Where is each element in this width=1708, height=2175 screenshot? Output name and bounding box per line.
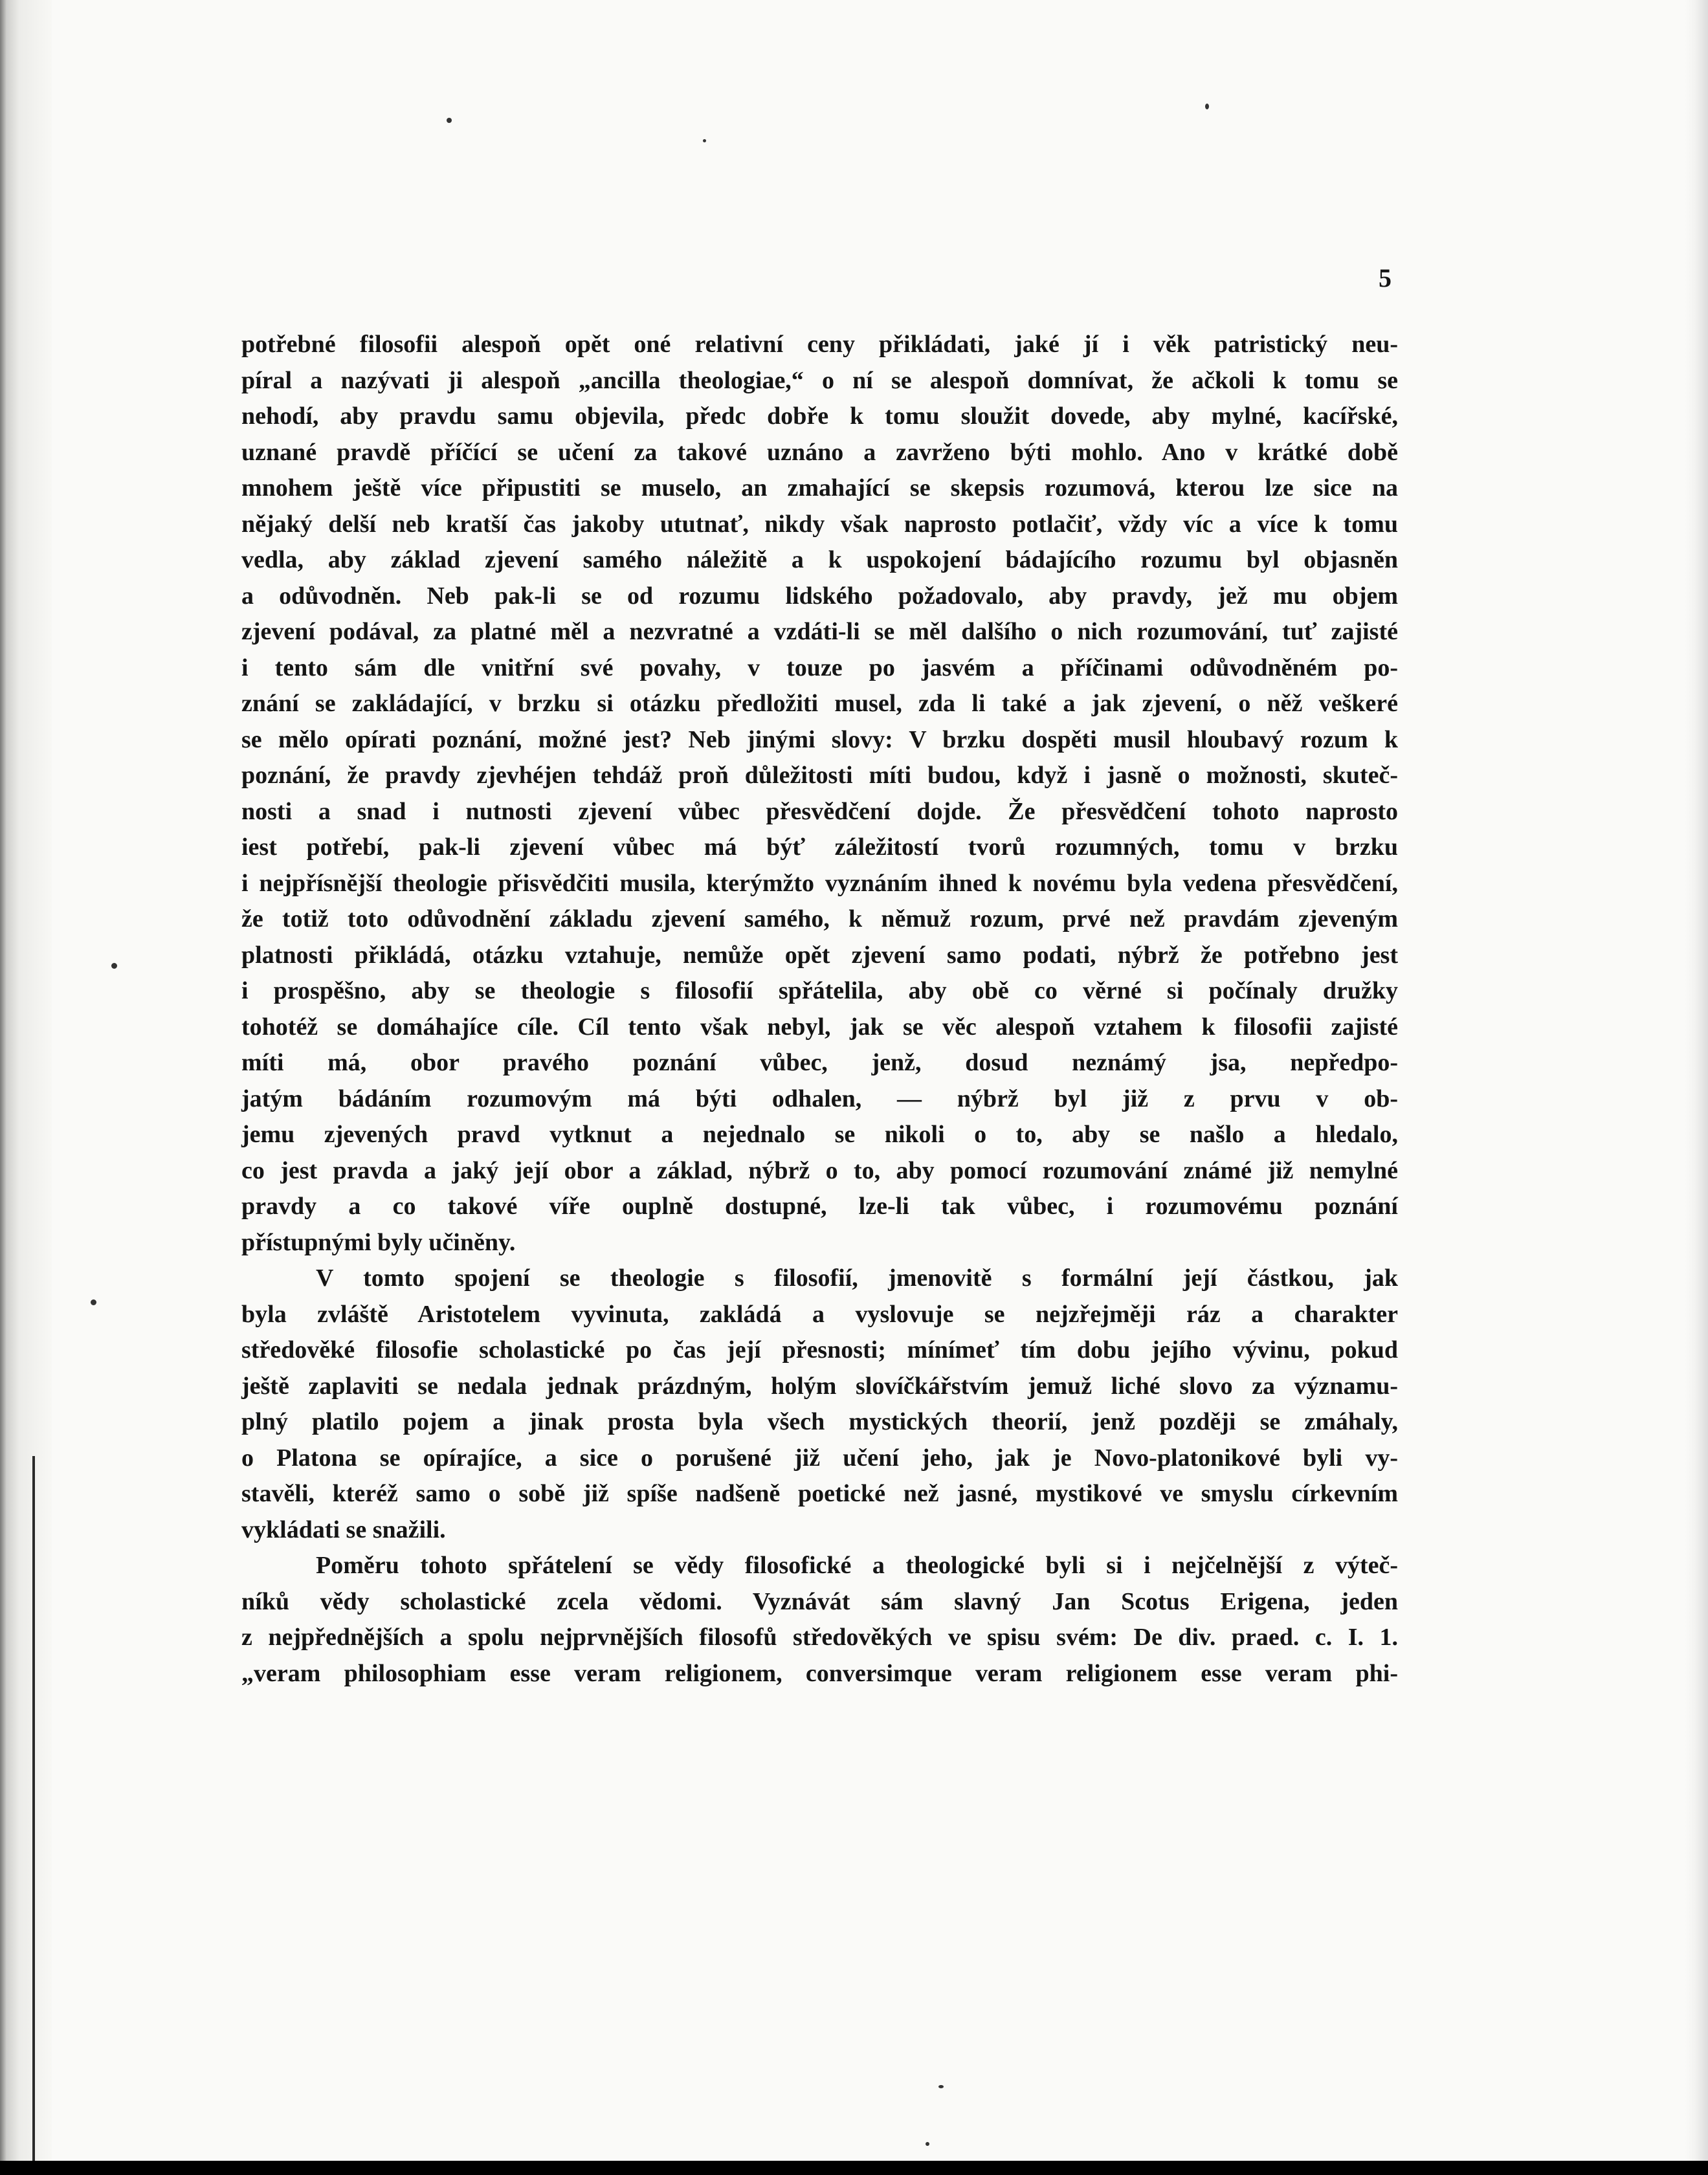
text-line: nějaký delší neb kratší čas jakoby ututnať, nikdy však naprosto potlačiť, vždy víc a více k tomu <box>241 510 1398 538</box>
text-line: nosti a snad i nutnosti zjevení vůbec přesvědčení dojde. Že přesvědčení tohoto naprosto <box>241 797 1398 825</box>
text-line: tohotéž se domáhajíce cíle. Cíl tento však nebyl, jak se věc alespoň vztahem k filosofii zajisté <box>241 1013 1398 1041</box>
scan-bottom-border <box>0 2161 1708 2175</box>
text-line: i tento sám dle vnitřní své povahy, v touze po jasvém a příčinami odůvodněném po- <box>241 654 1398 681</box>
text-line: i nejpřísnější theologie přisvědčiti musila, kterýmžto vyznáním ihned k novému byla vedena přesvědčení, <box>241 869 1398 897</box>
text-line: znání se zakládající, v brzku si otázku předložiti musel, zda li také a jak zjevení, o něž veškeré <box>241 690 1398 717</box>
text-line: vedla, aby základ zjevení samého náležitě a k uspokojení bádajícího rozumu byl objasněn <box>241 546 1398 573</box>
text-line: níků vědy scholastické zcela vědomi. Vyznávát sám slavný Jan Scotus Erigena, jeden <box>241 1587 1398 1615</box>
dust-speck <box>938 2085 944 2088</box>
text-line: mnohem ještě více připustiti se muselo, an zmahající se skepsis rozumová, kterou lze sice na <box>241 474 1398 502</box>
page-right-edge <box>1685 0 1708 2175</box>
text-line: plný platilo pojem a jinak prosta byla všech mystických theorií, jenž později se zmáhaly, <box>241 1408 1398 1435</box>
text-line: uznané pravdě příčící se učení za takové uznáno a zavrženo býti mohlo. Ano v krátké době <box>241 438 1398 466</box>
text-line: že totiž toto odůvodnění základu zjevení samého, k němuž rozum, prvé než pravdám zjeveným <box>241 905 1398 933</box>
text-line: přístupnými byly učiněny. <box>241 1228 516 1256</box>
text-line: potřebné filosofii alespoň opět oné relativní ceny přikládati, jaké jí i věk patristický neu- <box>241 331 1398 358</box>
dust-speck <box>1205 104 1209 109</box>
dust-speck <box>703 139 706 142</box>
text-line: nehodí, aby pravdu samu objevila, předc dobře k tomu sloužit dovede, aby mylné, kacířské, <box>241 403 1398 430</box>
text-line: píral a nazývati ji alespoň „ancilla theologiae,“ o ní se alespoň domnívat, že ačkoli k tomu se <box>241 366 1398 394</box>
dust-speck <box>447 118 452 123</box>
book-spine-shadow <box>0 0 52 2175</box>
text-line: i prospěšno, aby se theologie s filosofií spřátelila, aby obě co věrné si počínaly družky <box>241 977 1398 1004</box>
text-line: zjevení podával, za platné měl a nezvratné a vzdáti-li se měl dalšího o nich rozumování, tuť zajisté <box>241 618 1398 645</box>
text-line: iest potřebí, pak-li zjevení vůbec má býť záležitostí tvorů rozumných, tomu v brzku <box>241 834 1398 861</box>
text-line: z nejpřednějších a spolu nejprvnějších filosofů středověkých ve spisu svém: De div. praed. c. I. 1. <box>241 1624 1398 1651</box>
dust-speck <box>926 2142 929 2146</box>
text-line: o Platona se opírajíce, a sice o porušené již učení jeho, jak je Novo-platonikové byli vy- <box>241 1444 1398 1472</box>
text-line: „veram philosophiam esse veram religionem, conversimque veram religionem esse veram phi- <box>241 1659 1398 1687</box>
text-line: jemu zjevených pravd vytknut a nejednalo se nikoli o to, aby se našlo a hledalo, <box>241 1121 1398 1148</box>
text-line: V tomto spojení se theologie s filosofií, jmenovitě s formální její částkou, jak <box>316 1264 1398 1292</box>
text-line: co jest pravda a jaký její obor a základ, nýbrž o to, aby pomocí rozumování známé již nemylné <box>241 1156 1398 1184</box>
text-line: stavěli, kteréž samo o sobě již spíše nadšeně poetické než jasné, mystikové ve smyslu církevním <box>241 1480 1398 1507</box>
dust-speck <box>91 1299 96 1305</box>
text-line: se mělo opírati poznání, možné jest? Neb jinými slovy: V brzku dospěti musil hloubavý rozum k <box>241 725 1398 753</box>
text-line: jatým bádáním rozumovým má býti odhalen, — nýbrž byl již z prvu v ob- <box>241 1085 1398 1112</box>
spine-binding-line <box>32 1456 35 2175</box>
text-line: vykládati se snažili. <box>241 1516 446 1543</box>
text-line: byla zvláště Aristotelem vyvinuta, zakládá a vyslovuje se nejzřejměji ráz a charakter <box>241 1300 1398 1328</box>
text-line: Poměru tohoto spřátelení se vědy filosofické a theologické byli si i nejčelnější z výteč- <box>316 1552 1398 1579</box>
text-line: poznání, že pravdy zjevhéjen tehdáž proň důležitosti míti budou, když i jasně o možnosti, skuteč- <box>241 762 1398 789</box>
page-number: 5 <box>1379 263 1392 293</box>
dust-speck <box>111 963 117 969</box>
text-line: a odůvodněn. Neb pak-li se od rozumu lidského požadovalo, aby pravdy, jež mu objem <box>241 582 1398 610</box>
text-line: míti má, obor pravého poznání vůbec, jenž, dosud neznámý jsa, nepředpo- <box>241 1049 1398 1076</box>
text-line: ještě zaplaviti se nedala jednak prázdným, holým slovíčkářstvím jemuž liché slovo za významu- <box>241 1372 1398 1400</box>
body-text <box>241 327 1398 1692</box>
text-line: středověké filosofie scholastické po čas její přesnosti; mínímeť tím dobu jejího vývinu, pokud <box>241 1336 1398 1364</box>
text-line: platnosti přikládá, otázku vztahuje, nemůže opět zjevení samo podati, nýbrž že potřebno jest <box>241 941 1398 969</box>
text-line: pravdy a co takové víře ouplně dostupné, lze-li tak vůbec, i rozumovému poznání <box>241 1193 1398 1220</box>
